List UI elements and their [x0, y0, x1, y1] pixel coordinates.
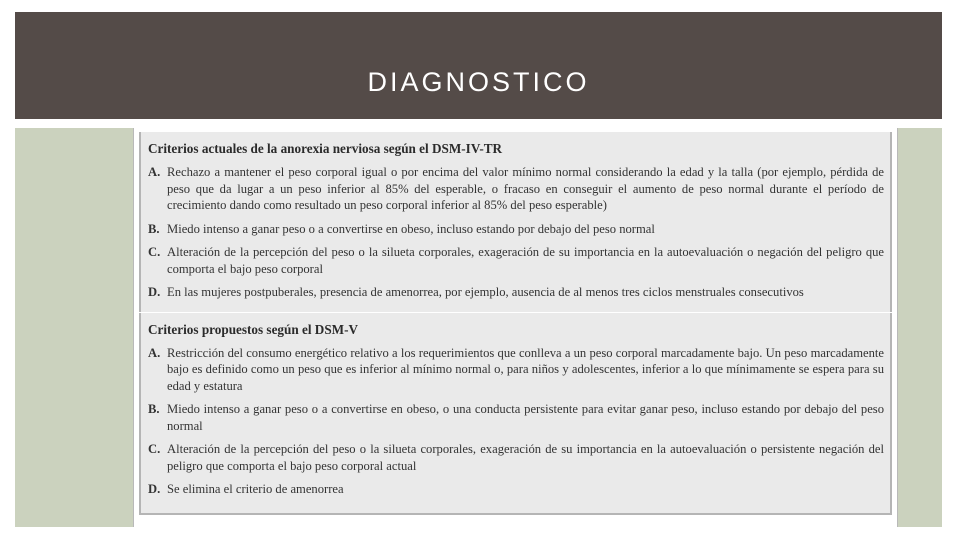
criterion-text: Miedo intenso a ganar peso o a convertirse en obeso, o una conducta persistente para evitar ganar peso, incluso estando por debajo del peso normal	[167, 402, 884, 433]
criterion-item	[148, 164, 884, 214]
criterion-item	[148, 345, 884, 395]
criterion-text: Miedo intenso a ganar peso o a convertirse en obeso, incluso estando por debajo del peso normal	[167, 221, 655, 236]
slide-title: DIAGNOSTICO	[367, 67, 590, 97]
criterion-letter: C.	[148, 245, 161, 259]
section-title: Criterios actuales de la anorexia nerviosa según el DSM-IV-TR	[148, 141, 503, 156]
criterion-item	[148, 284, 884, 301]
criterion-letter: B.	[148, 402, 160, 416]
criterion-item	[148, 441, 884, 474]
criterion-item	[148, 401, 884, 434]
criteria-table-image	[133, 128, 898, 527]
criterion-letter: A.	[148, 345, 161, 360]
section-title: Criterios propuestos según el DSM-V	[148, 321, 359, 337]
criterion-text: Se elimina el criterio de amenorrea	[167, 482, 344, 496]
criterion-text: Restricción del consumo energético relativo a los requerimientos que conlleva a un peso corporal marcadamente bajo. Un peso marcadamente bajo es definido como un peso que es inferior al mínimo normal o, para niños y adolescentes, inferior a lo que mínimamente se espera para su edad y estatura	[167, 345, 884, 393]
criterion-item	[148, 481, 884, 498]
criterion-text: Rechazo a mantener el peso corporal igual o por encima del valor mínimo normal considerando la edad y la talla (por ejemplo, pérdida de peso que da lugar a un peso inferior al 85% del esperable, o fracaso en conseguir el aumento de peso normal durante el período de crecimiento dando como resultado un peso corporal inferior al 85% del peso esperable)	[167, 165, 884, 212]
criterion-text: Alteración de la percepción del peso o la silueta corporales, exageración de su importancia en la autoevaluación o negación del peligro que comporta el bajo peso corporal	[167, 245, 884, 276]
criterion-text: Alteración de la percepción del peso o la silueta corporales, exageración de su importancia en la autoevaluación o persistente negación del peligro que comporta el bajo peso corporal actual	[167, 442, 884, 473]
criterion-letter: C.	[148, 442, 161, 456]
criterion-text: En las mujeres postpuberales, presencia de amenorrea, por ejemplo, ausencia de al menos tres ciclos menstruales consecutivos	[167, 285, 804, 299]
criterion-item	[148, 221, 884, 238]
criterion-letter: D.	[148, 285, 161, 299]
content-panel	[15, 128, 942, 527]
criterion-letter: D.	[148, 482, 161, 496]
slide-header	[15, 12, 942, 119]
criterion-letter: A.	[148, 165, 161, 179]
section-dsm-v	[139, 313, 892, 515]
criterion-item	[148, 244, 884, 277]
criterion-letter: B.	[148, 221, 160, 236]
section-dsm-iv-tr	[139, 132, 892, 312]
